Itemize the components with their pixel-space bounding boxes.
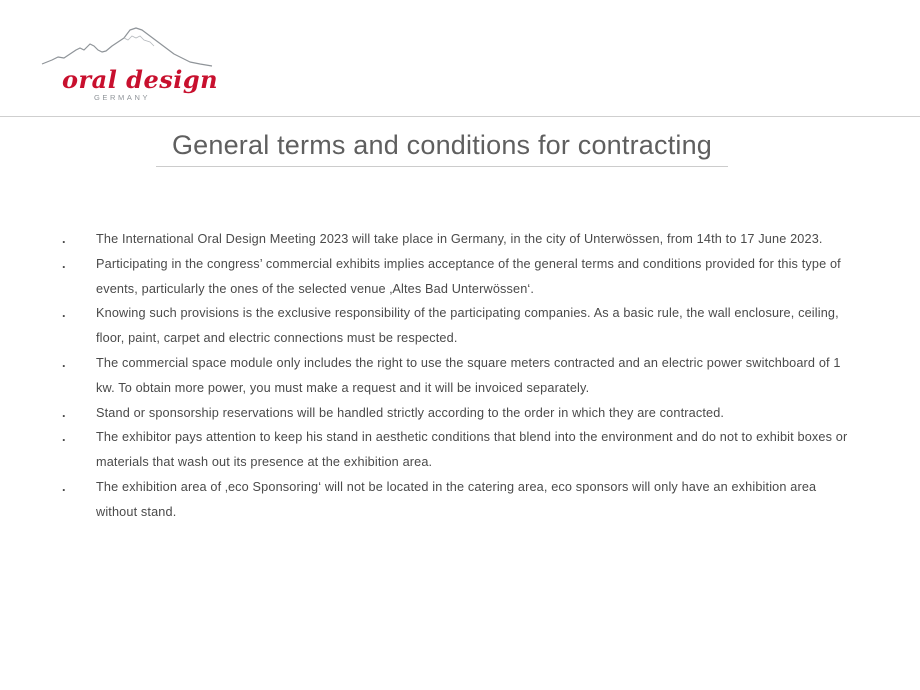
term-item [60,425,850,475]
term-text: Stand or sponsorship reservations will be handled strictly according to the order in which they are contracted. [96,405,725,420]
term-bullet: . [62,355,66,370]
logo-wordmark: oral design [62,65,219,94]
term-item [60,475,850,525]
term-bullet: . [62,256,66,271]
term-item [60,351,850,401]
terms-list [60,227,850,525]
term-item [60,252,850,302]
term-bullet: . [62,479,66,494]
term-item [60,227,850,252]
term-text: The exhibitor pays attention to keep his stand in aesthetic conditions that blend into the environment and do not to exhibit boxes or materials that wash out its presence at the exhibition area. [96,430,848,470]
title-underline [156,166,728,167]
term-text: Participating in the congress’ commercial exhibits implies acceptance of the general terms and conditions provided for this type of events, particularly the ones of the selected venue ‚Altes Bad Unterwössen‘. [96,256,841,296]
logo-subtitle: GERMANY [94,93,151,102]
term-item [60,401,850,426]
mountain-outline [42,28,212,66]
oral-design-logo[interactable] [40,24,220,104]
term-item [60,301,850,351]
term-bullet: . [62,430,66,445]
mountain-logo-graphic [40,24,220,104]
term-bullet: . [62,405,66,420]
term-bullet: . [62,232,66,246]
term-text: The commercial space module only includes the right to use the square meters contracted and an electric power switchboard of 1 kw. To obtain more power, you must make a request and it will be invoiced separately. [96,355,841,395]
header-divider [0,116,920,117]
mountain-shading [124,36,154,46]
page-title: General terms and conditions for contracting [171,130,713,160]
term-text: The exhibition area of ‚eco Sponsoring‘ will not be located in the catering area, eco sponsors will only have an exhibition area without stand. [96,479,817,519]
term-text: Knowing such provisions is the exclusive responsibility of the participating companies. As a basic rule, the wall enclosure, ceiling, floor, paint, carpet and electric connections must be respected. [96,306,839,346]
term-text: The International Oral Design Meeting 2023 will take place in Germany, in the city of Unterwössen, from 14th to 17 June 2023. [96,232,823,246]
term-bullet: . [62,306,66,321]
